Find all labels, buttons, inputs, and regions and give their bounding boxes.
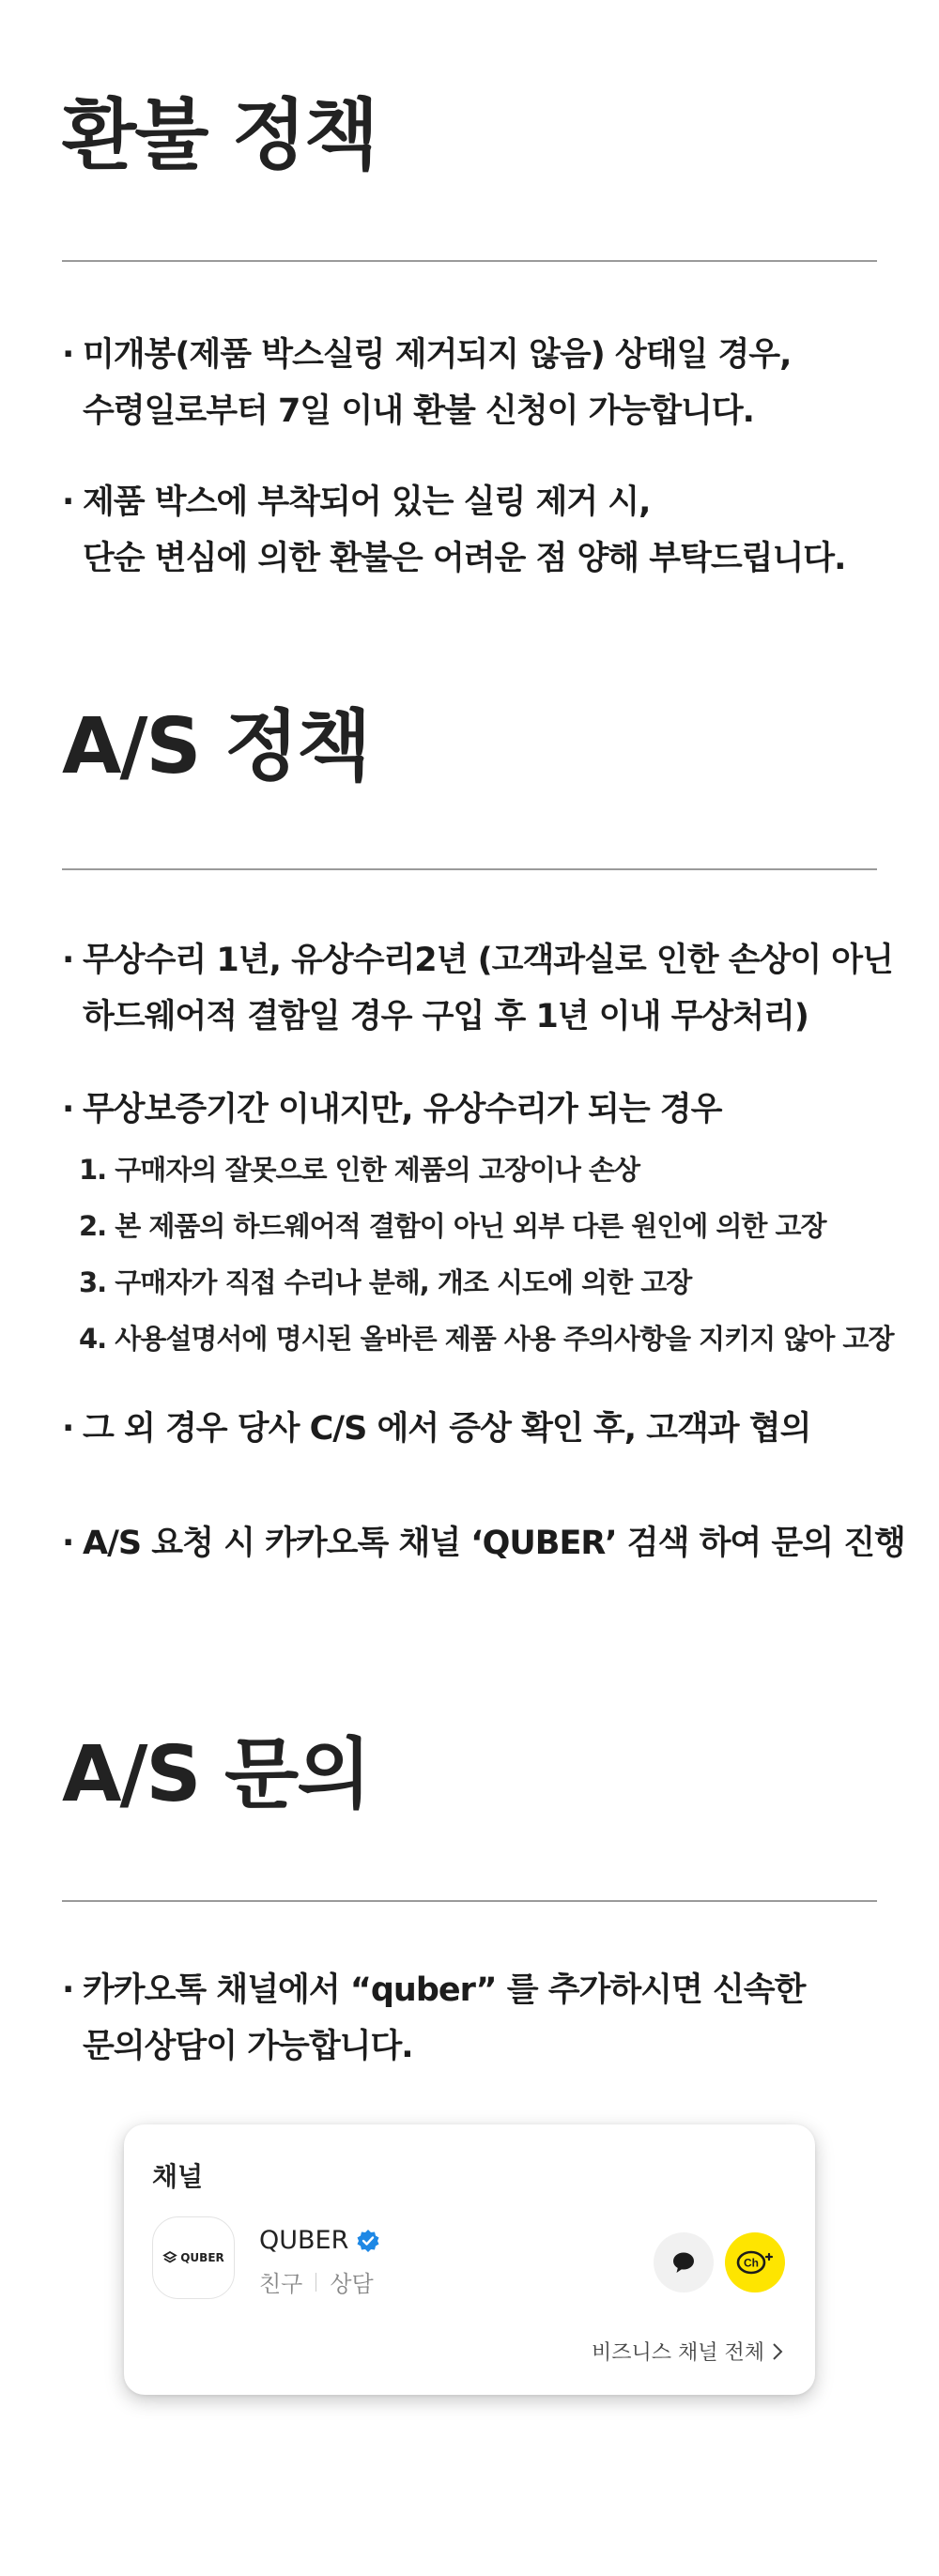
as-policy-item-3 bbox=[62, 1401, 907, 1457]
kakao-channel-card[interactable] bbox=[124, 2124, 815, 2395]
channel-label: 채널 bbox=[152, 2161, 204, 2192]
as-policy-divider bbox=[62, 868, 877, 870]
channel-name-row[interactable] bbox=[259, 2226, 380, 2255]
chat-bubble-icon bbox=[670, 2249, 697, 2276]
verified-badge-icon bbox=[356, 2229, 380, 2253]
as-inquiry-item-text: 카카오톡 채널에서 “quber” 를 추가하시면 신속한 문의상담이 가능합니다. bbox=[83, 1971, 806, 2065]
as-policy-item-2 bbox=[62, 1081, 907, 1138]
as-inquiry-title: A/S 문의 bbox=[62, 1730, 370, 1819]
chat-button[interactable] bbox=[654, 2232, 714, 2292]
quber-logo[interactable] bbox=[152, 2216, 235, 2299]
channel-add-badge-text: Ch bbox=[744, 2256, 759, 2270]
as-policy-item-2-text: 무상보증기간 이내지만, 유상수리가 되는 경우 bbox=[83, 1091, 722, 1128]
as-policy-subitem-4: 4. 사용설명서에 명시된 올바른 제품 사용 주의사항을 지키지 않아 고장 bbox=[79, 1323, 894, 1355]
quber-logo-text: QUBER bbox=[180, 2251, 224, 2264]
refund-item-1-text: 미개봉(제품 박스실링 제거되지 않음) 상태일 경우, 수령일로부터 7일 이내 환불 신청이 가능합니다. bbox=[83, 336, 792, 430]
refund-divider bbox=[62, 260, 877, 262]
bullet-dot: · bbox=[62, 1091, 74, 1128]
bullet-dot: · bbox=[62, 1971, 74, 2009]
bullet-dot: · bbox=[62, 483, 74, 521]
channel-name: QUBER bbox=[259, 2226, 349, 2255]
as-inquiry-divider bbox=[62, 1900, 877, 1902]
refund-policy-title: 환불 정책 bbox=[62, 91, 377, 180]
refund-item-2-text: 제품 박스에 부착되어 있는 실링 제거 시, 단순 변심에 의한 환불은 어려운 점 양해 부탁드립니다. bbox=[83, 483, 846, 577]
bullet-dot: · bbox=[62, 1525, 74, 1562]
as-policy-subitem-3: 3. 구매자가 직접 수리나 분해, 개조 시도에 의한 고장 bbox=[79, 1266, 692, 1298]
as-policy-item-1-text: 무상수리 1년, 유상수리2년 (고객과실로 인한 손상이 아닌 하드웨어적 결함일 경우 구입 후 1년 이내 무상처리) bbox=[83, 942, 893, 1035]
business-channel-all-link[interactable] bbox=[592, 2337, 783, 2366]
as-policy-subitem-1: 1. 구매자의 잘못으로 인한 제품의 고장이나 손상 bbox=[79, 1154, 640, 1186]
as-policy-item-3-text: 그 외 경우 당사 C/S 에서 증상 확인 후, 고객과 협의 bbox=[83, 1410, 811, 1448]
channel-add-icon bbox=[735, 2248, 775, 2277]
channel-meta-friend: 친구 bbox=[259, 2271, 303, 2297]
as-policy-title: A/S 정책 bbox=[62, 702, 370, 791]
bullet-dot: · bbox=[62, 1410, 74, 1448]
channel-meta bbox=[259, 2265, 374, 2298]
bullet-dot: · bbox=[62, 336, 74, 374]
as-policy-item-4-text: A/S 요청 시 카카오톡 채널 ‘QUBER’ 검색 하여 문의 진행 bbox=[83, 1525, 905, 1562]
as-policy-subitem-2: 2. 본 제품의 하드웨어적 결함이 아닌 외부 다른 원인에 의한 고장 bbox=[79, 1210, 826, 1242]
chevron-right-icon bbox=[772, 2342, 783, 2361]
quber-logo-mark-icon bbox=[162, 2251, 177, 2264]
refund-item-1 bbox=[62, 327, 907, 439]
refund-item-2 bbox=[62, 474, 907, 587]
channel-meta-consult: 상담 bbox=[330, 2271, 374, 2297]
bullet-dot: · bbox=[62, 942, 74, 979]
as-inquiry-item bbox=[62, 1962, 907, 2075]
as-policy-item-1 bbox=[62, 932, 907, 1045]
business-channel-all-label: 비즈니스 채널 전체 bbox=[591, 2341, 764, 2365]
as-policy-item-4 bbox=[62, 1515, 907, 1572]
channel-add-button[interactable] bbox=[725, 2232, 785, 2292]
